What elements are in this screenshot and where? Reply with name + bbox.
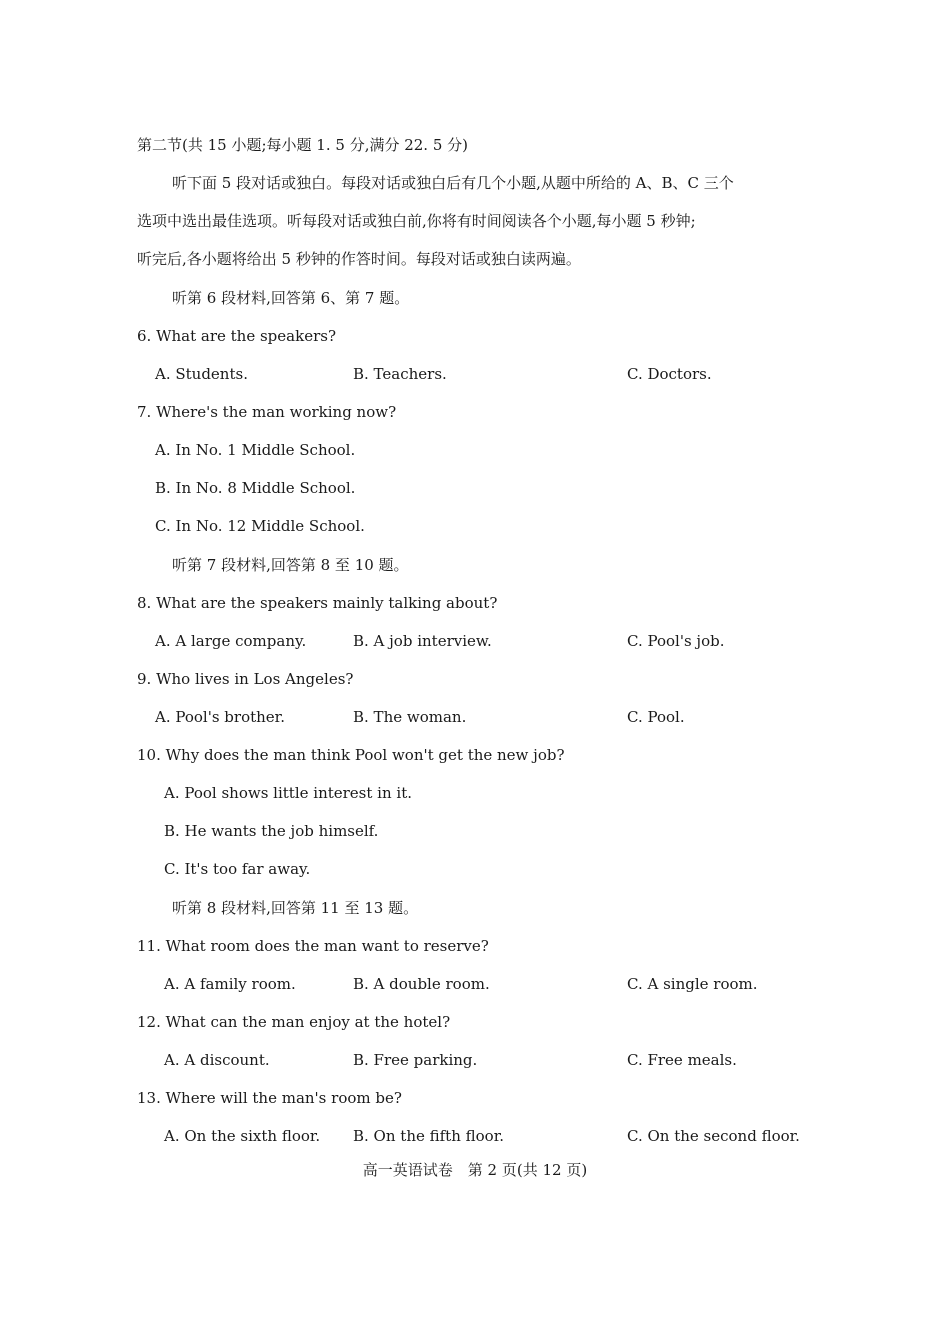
q7-option-a: A. In No. 1 Middle School. bbox=[155, 441, 356, 459]
q11-option-c: C. A single room. bbox=[627, 975, 758, 993]
q10-option-c: C. It's too far away. bbox=[164, 860, 311, 878]
q8-option-a: A. A large company. bbox=[155, 632, 307, 650]
q6-option-b: B. Teachers. bbox=[353, 365, 447, 383]
page-footer: 高一英语试卷 第 2 页(共 12 页) bbox=[362, 1161, 588, 1179]
q6-option-c: C. Doctors. bbox=[627, 365, 712, 383]
q8-option-b: B. A job interview. bbox=[353, 632, 492, 650]
instruction-line-3: 听完后,各小题将给出 5 秒钟的作答时间。每段对话或独白读两遍。 bbox=[137, 250, 581, 268]
question-10: 10. Why does the man think Pool won't get the new job? bbox=[137, 746, 565, 764]
question-7: 7. Where's the man working now? bbox=[137, 403, 397, 421]
q9-option-a: A. Pool's brother. bbox=[155, 708, 285, 726]
q12-option-b: B. Free parking. bbox=[353, 1051, 478, 1069]
q13-option-a: A. On the sixth floor. bbox=[164, 1127, 321, 1145]
q9-option-b: B. The woman. bbox=[353, 708, 467, 726]
question-12: 12. What can the man enjoy at the hotel? bbox=[137, 1013, 451, 1031]
question-9: 9. Who lives in Los Angeles? bbox=[137, 670, 354, 688]
group-label-7: 听第 7 段材料,回答第 8 至 10 题。 bbox=[172, 556, 409, 574]
group-label-8: 听第 8 段材料,回答第 11 至 13 题。 bbox=[172, 899, 419, 917]
q7-option-c: C. In No. 12 Middle School. bbox=[155, 517, 365, 535]
question-8: 8. What are the speakers mainly talking about? bbox=[137, 594, 498, 612]
q11-option-b: B. A double room. bbox=[353, 975, 490, 993]
question-13: 13. Where will the man's room be? bbox=[137, 1089, 402, 1107]
q12-option-c: C. Free meals. bbox=[627, 1051, 737, 1069]
q13-option-c: C. On the second floor. bbox=[627, 1127, 800, 1145]
q9-option-c: C. Pool. bbox=[627, 708, 685, 726]
instruction-line-1: 听下面 5 段对话或独白。每段对话或独白后有几个小题,从题中所给的 A、B、C 三个 bbox=[172, 174, 734, 192]
question-11: 11. What room does the man want to reserve? bbox=[137, 937, 489, 955]
group-label-6: 听第 6 段材料,回答第 6、第 7 题。 bbox=[172, 289, 410, 307]
q11-option-a: A. A family room. bbox=[164, 975, 296, 993]
question-6: 6. What are the speakers? bbox=[137, 327, 336, 345]
q8-option-c: C. Pool's job. bbox=[627, 632, 725, 650]
q6-option-a: A. Students. bbox=[155, 365, 248, 383]
section-header: 第二节(共 15 小题;每小题 1. 5 分,满分 22. 5 分) bbox=[137, 136, 469, 154]
q13-option-b: B. On the fifth floor. bbox=[353, 1127, 504, 1145]
q10-option-b: B. He wants the job himself. bbox=[164, 822, 379, 840]
q12-option-a: A. A discount. bbox=[164, 1051, 270, 1069]
q10-option-a: A. Pool shows little interest in it. bbox=[164, 784, 412, 802]
instruction-line-2: 选项中选出最佳选项。听每段对话或独白前,你将有时间阅读各个小题,每小题 5 秒钟; bbox=[137, 212, 696, 230]
q7-option-b: B. In No. 8 Middle School. bbox=[155, 479, 356, 497]
